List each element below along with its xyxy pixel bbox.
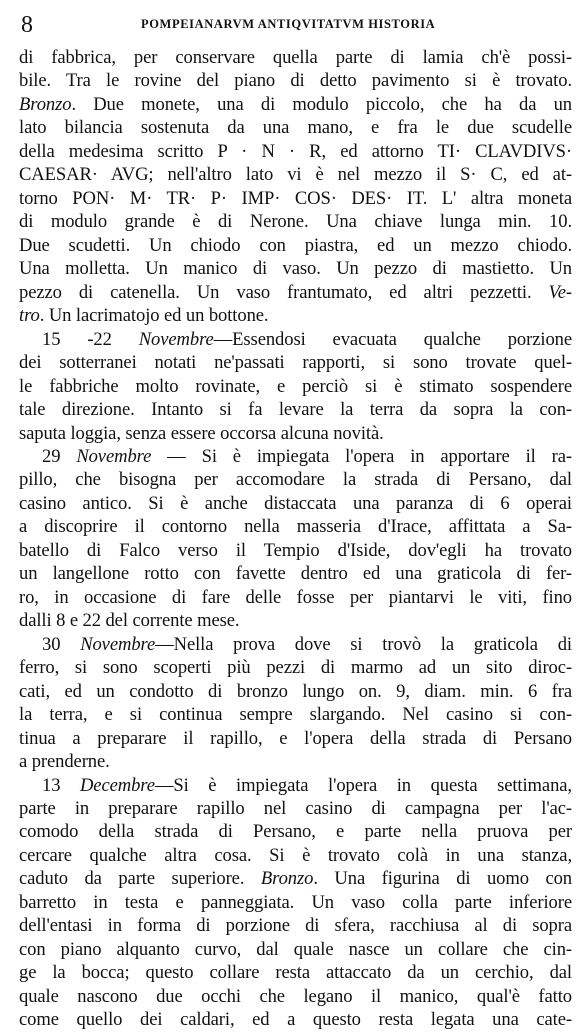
text-span: di modulo grande è di Nerone. Una chiave lunga min. 10. <box>19 211 572 233</box>
text-span: batello di Falco verso il Tempio d'Iside, dov'egli ha trovato <box>19 539 572 561</box>
text-span: 29 <box>42 445 77 467</box>
text-span: a prenderne. <box>19 751 110 773</box>
text-span: . Una figurina di uomo con <box>313 868 572 890</box>
text-span: Una molletta. Un manico di vaso. Un pezzo di mastietto. Un <box>19 258 572 280</box>
text-line <box>19 422 572 445</box>
text-span: CAESAR· AVG; nell'altro lato vi è nel mezzo il S· C, ed at- <box>19 164 572 186</box>
text-line <box>19 140 572 163</box>
text-span: comodo della strada di Persano, e parte nella pruova per <box>19 821 572 843</box>
text-span: come quello dei caldari, ed a questo resta legata una cate- <box>19 1009 572 1031</box>
text-line <box>19 961 572 984</box>
text-span: tale direzione. Intanto si fa levare la terra da sopra la con- <box>19 399 572 421</box>
text-line <box>19 750 572 773</box>
text-span: un langellone rotto con favette dentro ed una graticola di fer- <box>19 563 572 585</box>
text-span: tinua a preparare il rapillo, e l'opera della strada di Persano <box>19 727 572 749</box>
page-number: 8 <box>21 12 33 38</box>
text-line <box>19 281 572 304</box>
text-line <box>19 328 572 351</box>
text-span: bile. Tra le rovine del piano di detto pavimento si è trovato. <box>19 70 572 92</box>
text-span: quale nascono due occhi che legano il manico, qual'è fatto <box>19 985 572 1007</box>
text-span: 30 <box>42 633 81 655</box>
text-line <box>19 727 572 750</box>
italic-span: tro <box>19 305 40 327</box>
text-span: dell'entasi in forma di porzione di sfera, racchiusa al di sopra <box>19 915 572 937</box>
text-line <box>19 680 572 703</box>
text-span: 13 <box>42 774 80 796</box>
text-line <box>19 562 572 585</box>
text-line <box>19 210 572 233</box>
italic-span: Novembre <box>80 633 156 655</box>
text-line <box>19 304 572 327</box>
running-title: POMPEIANARVM ANTIQVITATVM HISTORIA <box>141 17 436 31</box>
text-line <box>19 515 572 538</box>
text-span: parte in preparare rapillo nel casino di campagna per l'ac- <box>19 798 572 819</box>
text-span: caduto da parte superiore. <box>19 868 261 890</box>
text-span: . Un lacrimatojo ed un bottone. <box>39 305 269 327</box>
text-span: ro, in occasione di fare delle fosse per piantarvi le viti, fino <box>19 586 572 608</box>
page-header <box>19 0 572 46</box>
text-span: torno PON· M· TR· P· IMP· COS· DES· IT. L' altra moneta <box>19 187 572 209</box>
text-line <box>19 797 572 820</box>
text-span: dalli 8 e 22 del corrente mese. <box>19 610 240 632</box>
text-span: con piano alquanto curvo, dal quale nasce un collare che cin- <box>19 938 572 960</box>
text-span: casino antico. Si è anche distaccata una paranza di 6 operai <box>19 492 572 514</box>
text-line <box>19 398 572 421</box>
italic-span: Novembre <box>76 445 152 467</box>
text-line <box>19 774 572 797</box>
text-line <box>19 163 572 186</box>
text-span: lato bilancia sostenuta da una mano, e fra le due scudelle <box>19 117 572 139</box>
text-line <box>19 492 572 515</box>
text-span: Due scudetti. Un chiodo con piastra, ed un mezzo chiodo. <box>19 234 572 256</box>
text-span: —Si è impiegata l'opera in questa settimana, <box>154 774 572 796</box>
text-line <box>19 351 572 374</box>
text-span: . Due monete, una di modulo piccolo, che ha da un <box>71 93 572 115</box>
text-line <box>19 116 572 139</box>
text-line <box>19 985 572 1008</box>
text-line <box>19 375 572 398</box>
text-line <box>19 445 572 468</box>
text-line <box>19 93 572 116</box>
text-line <box>19 1008 572 1031</box>
italic-span: Decembre <box>79 774 155 796</box>
text-span: —Essendosi evacuata qualche porzione <box>213 328 572 350</box>
text-span: della medesima scritto P · N · R, ed attorno TI· CLAVDIVS· <box>19 140 572 162</box>
text-span: —Nella prova dove si trovò la graticola di <box>155 633 572 655</box>
text-span: le fabbriche molto rovinate, e perciò si è stimato sospendere <box>19 375 572 397</box>
text-span: pezzo di catenella. Un vaso frantumato, ed altri pezzetti. <box>19 281 549 303</box>
text-line <box>19 586 572 609</box>
italic-span: Bronzo <box>260 868 314 890</box>
text-line <box>19 914 572 937</box>
text-span: a discoprire il contorno nella masseria d'Irace, affittata a Sa- <box>19 516 572 538</box>
text-line <box>19 69 572 92</box>
italic-span: Novembre <box>138 328 214 350</box>
text-span: dei sotterranei notati ne'passati rapporti, si sono trovate quel- <box>19 352 572 374</box>
body-text <box>19 46 572 1032</box>
text-span: ferro, si sono scoperti più pezzi di marmo ad un sito diroc- <box>19 657 572 679</box>
text-span: di fabbrica, per conservare quella parte di lamia ch'è possi- <box>19 47 572 68</box>
text-span: pillo, che bisogna per accomodare la strada di Persano, dal <box>19 469 572 491</box>
text-line <box>19 539 572 562</box>
text-line <box>19 257 572 280</box>
text-line <box>19 844 572 867</box>
text-span: saputa loggia, senza essere occorsa alcuna novità. <box>19 422 384 444</box>
text-line <box>19 891 572 914</box>
text-span: ge la bocca; questo collare resta attaccato da un cerchio, dal <box>19 962 572 984</box>
text-span: — Si è impiegata l'opera in apportare il ra- <box>151 445 572 467</box>
text-span: cercare qualche altra cosa. Si è trovato colà in una stanza, <box>19 844 572 866</box>
italic-span: Bronzo <box>19 93 72 115</box>
text-line <box>19 609 572 632</box>
text-line <box>19 187 572 210</box>
text-line <box>19 820 572 843</box>
text-line <box>19 867 572 890</box>
text-span: cati, ed un condotto di bronzo lungo on. 9, diam. min. 6 fra <box>19 680 572 702</box>
text-line <box>19 703 572 726</box>
text-line <box>19 46 572 69</box>
text-line <box>19 468 572 491</box>
text-line <box>19 633 572 656</box>
text-span: barretto in testa e panneggiata. Un vaso colla parte inferiore <box>19 891 572 913</box>
text-line <box>19 938 572 961</box>
text-line <box>19 234 572 257</box>
text-line <box>19 656 572 679</box>
text-span: 15 -22 <box>42 328 139 350</box>
text-span: la terra, e si continua sempre slargando. Nel casino si con- <box>19 704 572 726</box>
italic-span: Ve- <box>548 281 572 303</box>
